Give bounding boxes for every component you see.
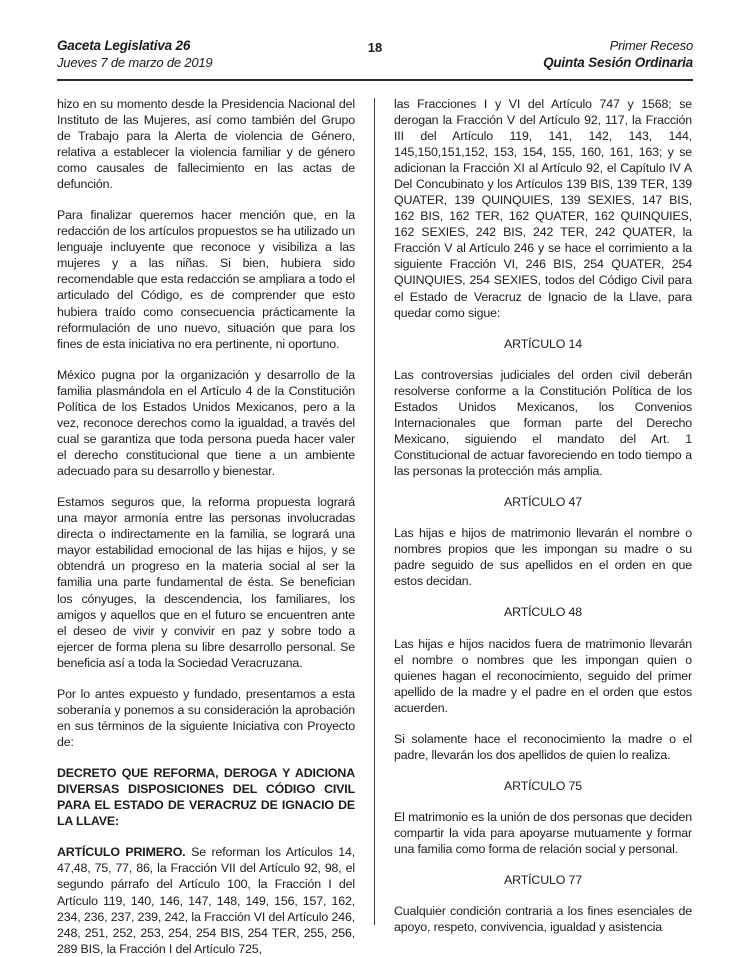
body-paragraph: las Fracciones I y VI del Artículo 747 y 1568; se derogan la Fracción V del Artículo 92, 117, la Fracción III del Artículo 119, 141, 142, 143, 144, 145,150,151,152, 153, 154, 155, 160, 161, 163; y se adicionan la Fracción XI al Artículo 92, el Capítulo IV A Del Concubinato y los Artículos 139 BIS, 139 TER, 139 QUATER, 139 QUINQUIES, 139 SEXIES, 147 BIS, 162 BIS, 162 TER, 162 QUATER, 162 QUINQUIES, 162 SEXIES, 242 BIS, 242 TER, 242 QUATER, la Fracción V al Artículo 246 y se hace el corrimiento a la siguiente Fracción VI, 246 BIS, 254 QUATER, 254 QUINQUIES, 254 SEXIES, todos del Código Civil para el Estado de Veracruz de Ignacio de la Llave, para quedar como sigue: (394, 96, 692, 320)
body-paragraph: hizo en su momento desde la Presidencia Nacional del Instituto de las Mujeres, así como también del Grupo de Trabajo para la Alerta de violencia de Género, relativa a establecer la violencia familiar y de género como causales de fallecimiento en las actas de defunción. (57, 96, 355, 192)
left-column (57, 96, 355, 957)
decree-heading: DECRETO QUE REFORMA, DEROGA Y ADICIONA DIVERSAS DISPOSICIONES DEL CÓDIGO CIVIL PARA EL ESTADO DE VERACRUZ DE IGNACIO DE LA LLAVE: (57, 766, 355, 829)
body-paragraph: Para finalizar queremos hacer mención que, en la redacción de los artículos propuestos se ha utilizado un lenguaje incluyente que reconoce y visibiliza a las mujeres y a las niñas. Si bien, hubiera sido recomendable que esta redacción se ampliara a todo el articulado del Código, es de comprender que esto hubiera traído como consecuencia prácticamente la reformulación de uno nuevo, situación que para los fines de esta iniciativa no era pertinente, ni oportuno. (57, 208, 355, 351)
header-session: Quinta Sesión Ordinaria (543, 55, 693, 71)
articulo-primero-lead: ARTÍCULO PRIMERO. (57, 845, 186, 860)
page-header (57, 38, 693, 81)
page-number: 18 (367, 40, 383, 55)
body-paragraph: México pugna por la organización y desarrollo de la familia plasmándola en el Artículo 4 de la Constitución Política de los Estados Unidos Mexicanos, pero a la vez, reconoce derechos como la igualdad, a través del cual se garantiza que toda persona pueda hacer valer el derecho constitucional que tiene a un ambiente adecuado para su desarrollo y bienestar. (57, 367, 355, 479)
header-left (57, 38, 317, 72)
body-paragraph: Estamos seguros que, la reforma propuesta logrará una mayor armonía entre las personas involucradas directa o indirectamente en la familia, se logrará una mayor estabilidad emocional de las hijas e hijos, y se obtendrá un progreso en la materia social al ser la familia una parte fundamental de ésta. Se benefician los cónyuges, la descendencia, los familiares, los amigos y aquellos que en el futuro se encuentren ante el deseo de vivir y convivir en paz y sobre todo a ejercer de forma plena su libre desarrollo personal. Se beneficia así a toda la Sociedad Veracruzana. (57, 495, 355, 670)
body-columns (57, 96, 693, 957)
article-heading: ARTÍCULO 75 (504, 778, 582, 793)
article-body: Las hijas e hijos nacidos fuera de matrimonio llevarán el nombre o nombres que les impongan quien o quienes hagan el reconocimiento, seguido del primer apellido de la madre y el padre en el orden que estos acuerden. (394, 636, 692, 715)
article-body: Las hijas e hijos de matrimonio llevarán el nombre o nombres propios que les impongan su madre o su padre seguido de sus apellidos en el orden en que estos decidan. (394, 526, 692, 589)
header-date: Jueves 7 de marzo de 2019 (57, 54, 213, 70)
article-heading: ARTÍCULO 47 (504, 495, 582, 510)
right-column (394, 96, 692, 957)
header-right (433, 38, 693, 72)
article-body: Cualquier condición contraria a los fines esenciales de apoyo, respeto, convivencia, igualdad y asistencia (394, 904, 692, 935)
body-paragraph: Por lo antes expuesto y fundado, presentamos a esta soberanía y ponemos a su consideración la aprobación en sus términos de la siguiente Iniciativa con Proyecto de: (57, 686, 355, 750)
header-center (317, 38, 433, 57)
article-body: El matrimonio es la unión de dos personas que deciden compartir la vida para apoyarse mutuamente y formar una familia como forma de relación social y personal. (394, 810, 692, 857)
article-heading: ARTÍCULO 77 (504, 873, 582, 888)
article-heading: ARTÍCULO 48 (504, 605, 582, 620)
article-body: Las controversias judiciales del orden civil deberán resolverse conforme a la Constitución Política de los Estados Unidos Mexicanos, los Convenios Internacionales que forman parte del Derecho Mexicano, siguiendo el mandato del Art. 1 Constitucional de actuar favoreciendo en todo tiempo a las personas la protección más amplia. (394, 367, 692, 479)
header-receso: Primer Receso (609, 38, 693, 53)
publication-title: Gaceta Legislativa 26 (57, 38, 191, 53)
article-body: Si solamente hace el reconocimiento la madre o el padre, llevarán los dos apellidos de quien lo realiza. (394, 731, 692, 762)
column-divider (374, 98, 375, 925)
articulo-primero-paragraph (57, 844, 355, 956)
article-heading: ARTÍCULO 14 (504, 336, 582, 351)
articulo-primero-text: Se reforman los Artículos 14, 47,48, 75, 77, 86, la Fracción VII del Artículo 92, 98, el segundo párrafo del Artículo 100, la Fracción I del Artículo 119, 140, 146, 147, 148, 149, 156, 157, 162, 234, 236, 237, 239, 242, la Fracción VI del Artículo 246, 248, 251, 252, 253, 254, 254 BIS, 254 TER, 255, 256, 289 BIS, la Fracción I del Artículo 725, (57, 845, 355, 956)
